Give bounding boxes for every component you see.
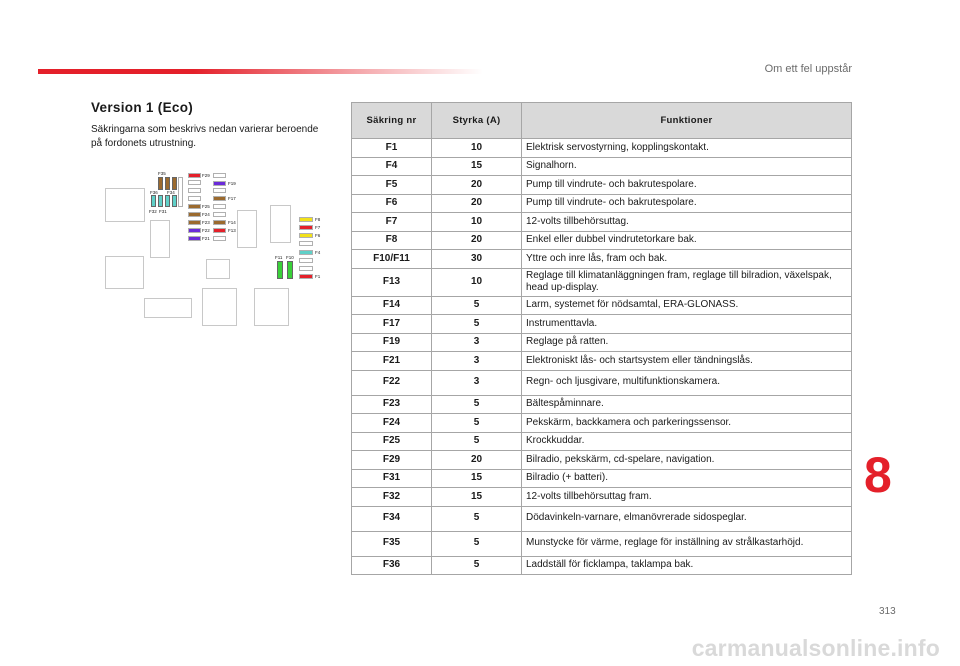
- section-header: Om ett fel uppstår: [764, 63, 852, 75]
- fuse-f35: [158, 177, 163, 190]
- page-number: 313: [879, 606, 896, 617]
- cell-fuse-nr: F36: [352, 556, 432, 575]
- cell-function: Bilradio (+ batteri).: [522, 469, 852, 488]
- cell-strength: 5: [432, 556, 522, 575]
- label-f6: F6: [315, 233, 321, 238]
- label-f23: F23: [202, 220, 210, 225]
- label-f4: F4: [315, 250, 321, 255]
- fuse-slot: [299, 241, 313, 246]
- fuse-f31: [158, 195, 163, 207]
- label-f25: F25: [202, 204, 210, 209]
- relay-block: [270, 205, 291, 243]
- fuse-f21: [188, 236, 201, 241]
- cell-fuse-nr: F32: [352, 488, 432, 507]
- table-header-row: [352, 103, 852, 139]
- cell-strength: 3: [432, 370, 522, 395]
- cell-fuse-nr: F10/F11: [352, 250, 432, 269]
- cell-function: Larm, systemet för nödsamtal, ERA-GLONASS.: [522, 296, 852, 315]
- cell-strength: 5: [432, 315, 522, 334]
- fuse-slot: [178, 177, 183, 207]
- table-row: [352, 469, 852, 488]
- fuse-slot: [213, 188, 226, 193]
- label-f32: F32: [149, 209, 157, 214]
- label-f34: F34: [167, 190, 175, 195]
- header-strength: Styrka (A): [432, 103, 522, 139]
- label-f36: F36: [150, 190, 158, 195]
- table-row: [352, 194, 852, 213]
- cell-fuse-nr: F6: [352, 194, 432, 213]
- cell-strength: 15: [432, 157, 522, 176]
- label-f19: F19: [228, 181, 236, 186]
- fuse-slot: [213, 173, 226, 178]
- fuse-slot: [299, 258, 313, 263]
- table-row: [352, 414, 852, 433]
- cell-function: Enkel eller dubbel vindrutetorkare bak.: [522, 231, 852, 250]
- fuse-slot: [213, 212, 226, 217]
- cell-strength: 3: [432, 333, 522, 352]
- table-row: [352, 315, 852, 334]
- cell-function: Yttre och inre lås, fram och bak.: [522, 250, 852, 269]
- header-fuse-nr: Säkring nr: [352, 103, 432, 139]
- cell-fuse-nr: F7: [352, 213, 432, 232]
- cell-fuse-nr: F22: [352, 370, 432, 395]
- label-f7: F7: [315, 225, 321, 230]
- cell-function: Pump till vindrute- och bakrutespolare.: [522, 194, 852, 213]
- cell-fuse-nr: F4: [352, 157, 432, 176]
- relay-block: [206, 259, 230, 279]
- cell-strength: 20: [432, 194, 522, 213]
- fuse-f4: [299, 250, 313, 255]
- cell-fuse-nr: F31: [352, 469, 432, 488]
- label-f29: F29: [202, 173, 210, 178]
- label-f8: F8: [315, 217, 321, 222]
- cell-strength: 15: [432, 488, 522, 507]
- fuse-box-diagram: [104, 170, 328, 328]
- fuse-f6: [299, 233, 313, 238]
- fuse-f8: [299, 217, 313, 222]
- fuse-f24: [188, 212, 201, 217]
- cell-strength: 5: [432, 296, 522, 315]
- cell-fuse-nr: F24: [352, 414, 432, 433]
- table-row: [352, 333, 852, 352]
- fuse-f36: [165, 195, 170, 207]
- chapter-number: 8: [864, 447, 892, 503]
- table-row: [352, 250, 852, 269]
- table-row: [352, 139, 852, 158]
- fuse-f13: [213, 228, 226, 233]
- cell-strength: 10: [432, 213, 522, 232]
- table-row: [352, 488, 852, 507]
- fuse-f10: [287, 261, 293, 279]
- cell-function: 12-volts tillbehörsuttag.: [522, 213, 852, 232]
- cell-function: 12-volts tillbehörsuttag fram.: [522, 488, 852, 507]
- fuse-f22: [188, 228, 201, 233]
- label-f14: F14: [228, 220, 236, 225]
- cell-function: Elektrisk servostyrning, kopplingskontakt.: [522, 139, 852, 158]
- cell-strength: 20: [432, 231, 522, 250]
- cell-fuse-nr: F13: [352, 268, 432, 296]
- table-row: [352, 231, 852, 250]
- header-accent-bar: [38, 69, 483, 74]
- cell-fuse-nr: F25: [352, 432, 432, 451]
- cell-function: Krockkuddar.: [522, 432, 852, 451]
- relay-block: [150, 220, 170, 258]
- fuse-f7: [299, 225, 313, 230]
- relay-block: [105, 188, 145, 222]
- fuse-f23: [188, 220, 201, 225]
- label-f21: F21: [202, 236, 210, 241]
- cell-strength: 5: [432, 414, 522, 433]
- fuse-slot: [213, 236, 226, 241]
- cell-fuse-nr: F14: [352, 296, 432, 315]
- table-row: [352, 506, 852, 531]
- cell-fuse-nr: F23: [352, 395, 432, 414]
- cell-strength: 20: [432, 176, 522, 195]
- cell-strength: 3: [432, 352, 522, 371]
- cell-fuse-nr: F1: [352, 139, 432, 158]
- fuse-f19: [213, 181, 226, 186]
- cell-strength: 5: [432, 432, 522, 451]
- fuse-f29: [188, 173, 201, 178]
- relay-block: [237, 210, 257, 248]
- fuse-f25: [188, 204, 201, 209]
- table-row: [352, 451, 852, 470]
- fuse-slot: [213, 204, 226, 209]
- cell-strength: 5: [432, 395, 522, 414]
- cell-fuse-nr: F17: [352, 315, 432, 334]
- table-row: [352, 531, 852, 556]
- cell-strength: 10: [432, 139, 522, 158]
- cell-function: Elektroniskt lås- och startsystem eller tändningslås.: [522, 352, 852, 371]
- cell-function: Bilradio, pekskärm, cd-spelare, navigation.: [522, 451, 852, 470]
- relay-block: [202, 288, 237, 326]
- fuse-f11: [277, 261, 283, 279]
- table-row: [352, 395, 852, 414]
- label-f22: F22: [202, 228, 210, 233]
- relay-block: [105, 256, 144, 289]
- fuse-f1: [299, 274, 313, 279]
- label-f1: F1: [315, 274, 321, 279]
- cell-fuse-nr: F8: [352, 231, 432, 250]
- cell-strength: 5: [432, 506, 522, 531]
- table-row: [352, 370, 852, 395]
- fuse-slot: [188, 188, 201, 193]
- table-row: [352, 176, 852, 195]
- cell-function: Laddställ för ficklampa, taklampa bak.: [522, 556, 852, 575]
- cell-function: Pump till vindrute- och bakrutespolare.: [522, 176, 852, 195]
- fuse-f17: [213, 196, 226, 201]
- cell-function: Instrumenttavla.: [522, 315, 852, 334]
- relay-block: [254, 288, 289, 326]
- fuse-slot: [299, 266, 313, 271]
- label-f11: F11: [275, 255, 283, 260]
- cell-function: Reglage till klimatanläggningen fram, reglage till bilradion, växelspak, head up-display.: [522, 268, 852, 296]
- fuse-table: [351, 102, 852, 575]
- cell-fuse-nr: F35: [352, 531, 432, 556]
- cell-strength: 15: [432, 469, 522, 488]
- cell-function: Munstycke för värme, reglage för inställning av strålkastarhöjd.: [522, 531, 852, 556]
- fuse-f14: [213, 220, 226, 225]
- cell-fuse-nr: F5: [352, 176, 432, 195]
- label-f10: F10: [286, 255, 294, 260]
- cell-strength: 10: [432, 268, 522, 296]
- label-f31: F31: [159, 209, 167, 214]
- cell-function: Reglage på ratten.: [522, 333, 852, 352]
- label-f13: F13: [228, 228, 236, 233]
- table-row: [352, 268, 852, 296]
- cell-function: Pekskärm, backkamera och parkeringssensor.: [522, 414, 852, 433]
- fuse-f34: [172, 195, 177, 207]
- fuse-slot: [188, 180, 201, 185]
- fuse-f35b: [165, 177, 170, 190]
- table-row: [352, 556, 852, 575]
- cell-function: Dödavinkeln-varnare, elmanövrerade sidospeglar.: [522, 506, 852, 531]
- page-title: Version 1 (Eco): [91, 100, 194, 115]
- cell-strength: 20: [432, 451, 522, 470]
- cell-strength: 5: [432, 531, 522, 556]
- intro-text: Säkringarna som beskrivs nedan varierar beroende på fordonets utrustning.: [91, 124, 319, 149]
- cell-fuse-nr: F29: [352, 451, 432, 470]
- cell-fuse-nr: F21: [352, 352, 432, 371]
- label-f35: F35: [158, 171, 166, 176]
- header-functions: Funktioner: [522, 103, 852, 139]
- label-f24: F24: [202, 212, 210, 217]
- cell-strength: 30: [432, 250, 522, 269]
- table-row: [352, 296, 852, 315]
- relay-block: [144, 298, 192, 318]
- fuse-f35c: [172, 177, 177, 190]
- watermark: carmanualsonline.info: [691, 635, 940, 661]
- label-f17: F17: [228, 196, 236, 201]
- fuse-slot: [188, 196, 201, 201]
- fuse-f32: [151, 195, 156, 207]
- cell-fuse-nr: F34: [352, 506, 432, 531]
- table-row: [352, 432, 852, 451]
- cell-function: Signalhorn.: [522, 157, 852, 176]
- table-row: [352, 213, 852, 232]
- cell-function: Bältespåminnare.: [522, 395, 852, 414]
- cell-function: Regn- och ljusgivare, multifunktionskamera.: [522, 370, 852, 395]
- table-row: [352, 157, 852, 176]
- table-row: [352, 352, 852, 371]
- cell-fuse-nr: F19: [352, 333, 432, 352]
